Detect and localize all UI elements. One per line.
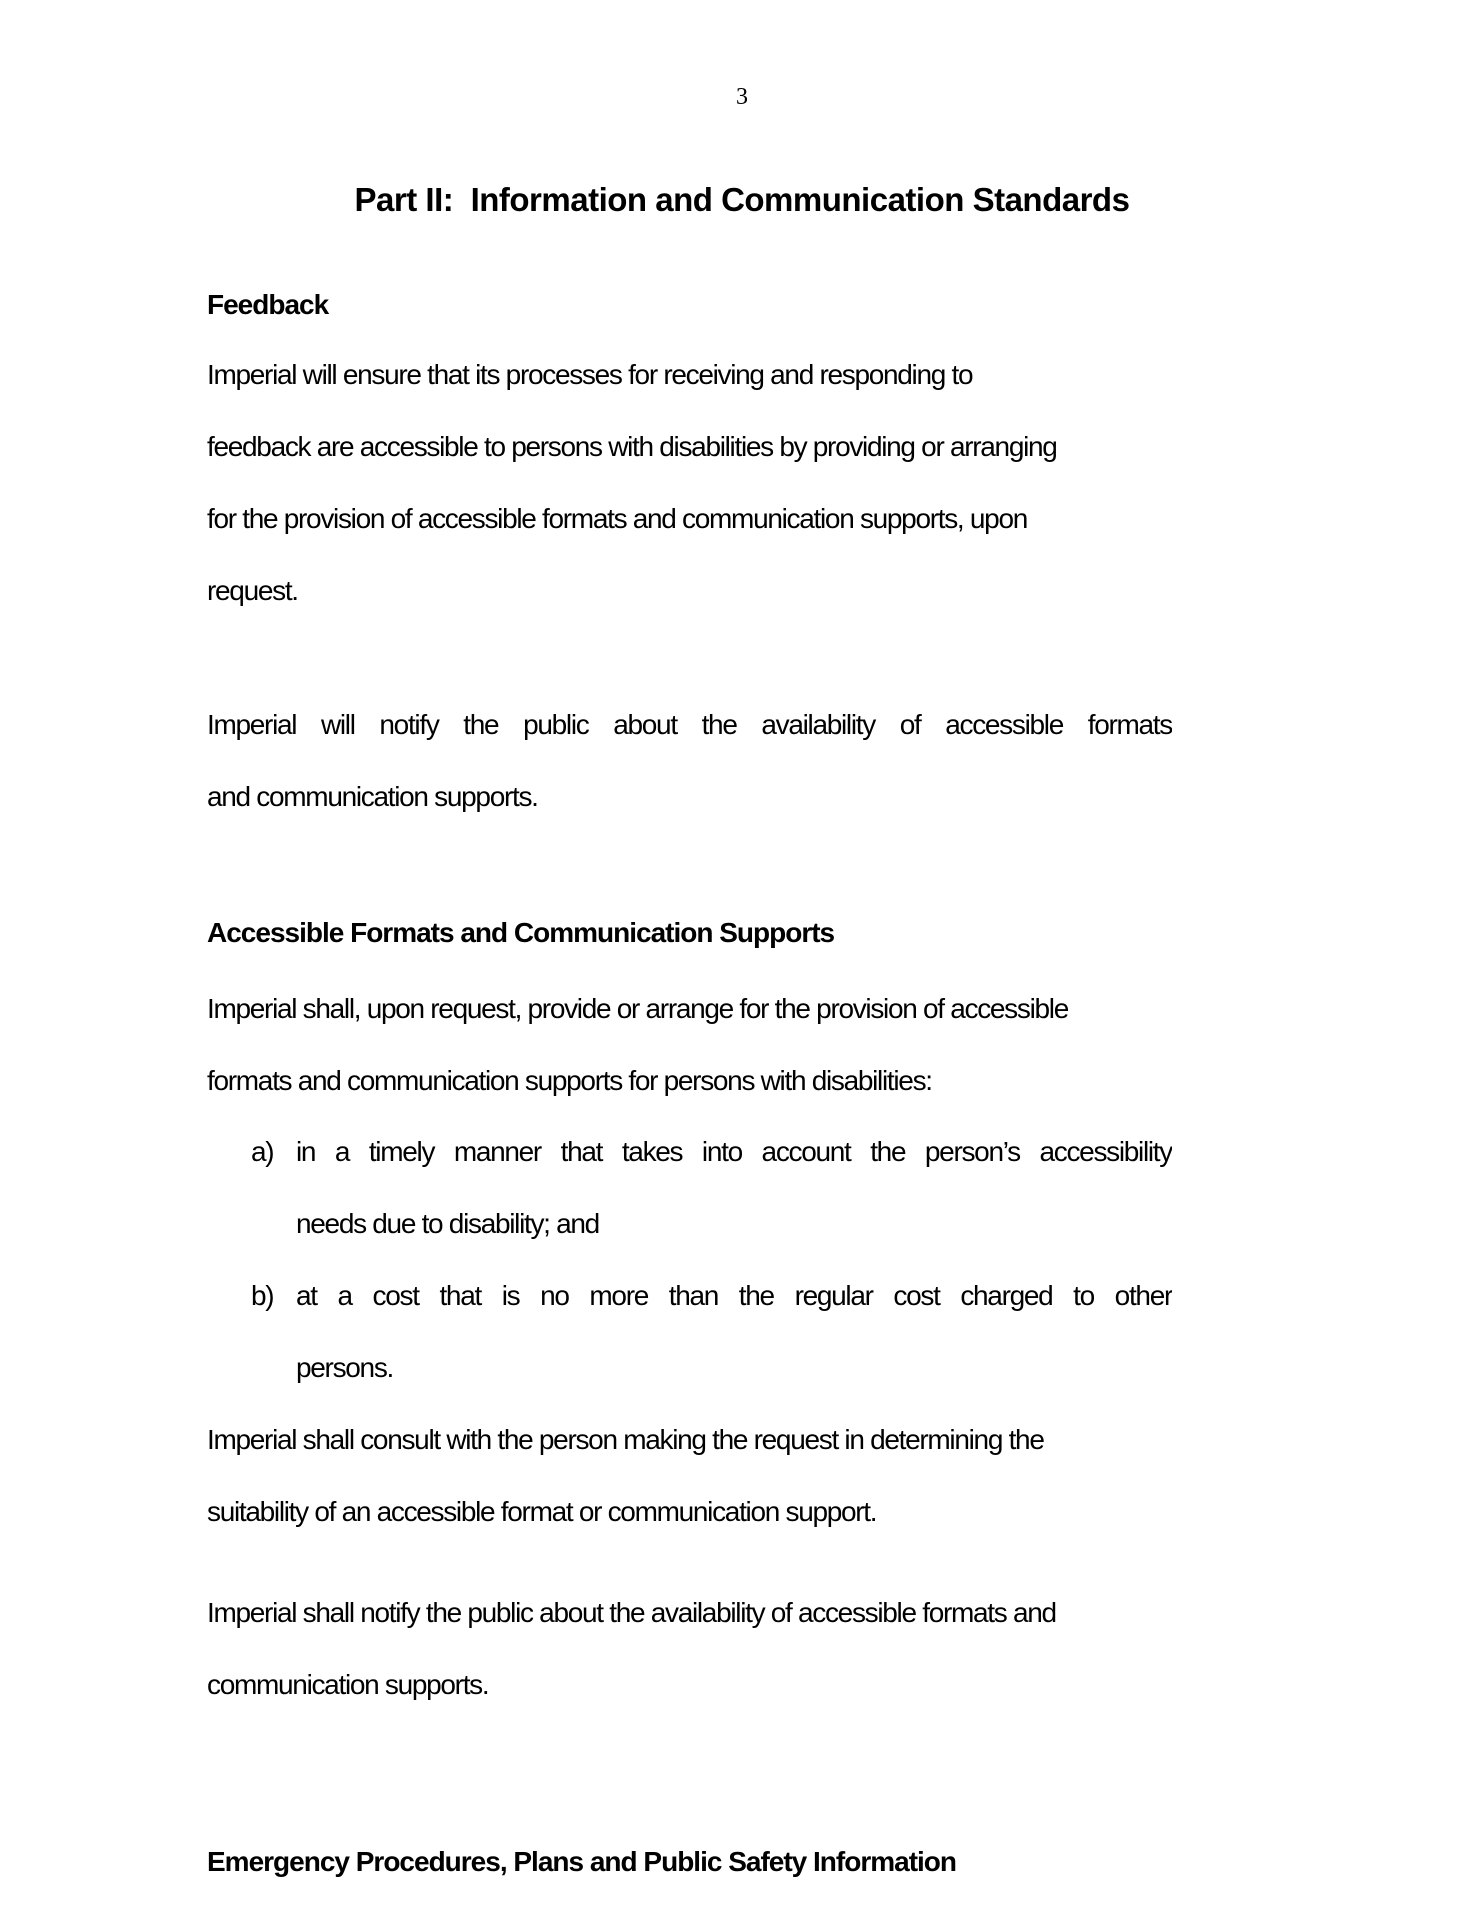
- text-line: formats and communication supports for persons with disabilities:: [207, 1065, 932, 1096]
- section-heading-emergency: Emergency Procedures, Plans and Public Safety Information: [207, 1846, 957, 1877]
- text-line: Imperial shall, upon request, provide or arrange for the provision of accessible: [207, 993, 1068, 1024]
- text-line: request.: [207, 575, 298, 606]
- accessible-formats-notify-paragraph: [207, 1577, 1172, 1721]
- text-line: communication supports.: [207, 1669, 489, 1700]
- section-heading-accessible-formats: Accessible Formats and Communication Supports: [207, 917, 835, 948]
- text-line: suitability of an accessible format or communication support.: [207, 1496, 877, 1527]
- text-line: persons.: [296, 1352, 393, 1383]
- feedback-paragraph-2: [207, 689, 1172, 833]
- accessible-formats-intro-paragraph: [207, 973, 1172, 1117]
- text-line: needs due to disability; and: [296, 1208, 599, 1239]
- list-marker-a: a): [251, 1136, 274, 1167]
- list-marker-b: b): [251, 1280, 274, 1311]
- text-line: feedback are accessible to persons with disabilities by providing or arranging: [207, 431, 1057, 462]
- document-title: Part II: Information and Communication Standards: [354, 181, 1130, 218]
- list-item-b-text: [296, 1260, 1172, 1404]
- text-line: Imperial will notify the public about the availability of accessible formats: [207, 709, 1172, 740]
- accessible-formats-consult-paragraph: [207, 1404, 1172, 1548]
- feedback-paragraph-1: [207, 339, 1172, 627]
- page-number: 3: [736, 84, 748, 110]
- list-item-a-text: [296, 1116, 1172, 1260]
- text-line: Imperial will ensure that its processes for receiving and responding to: [207, 359, 973, 390]
- list-item-a: [207, 1116, 1172, 1260]
- text-line: Imperial shall notify the public about the availability of accessible formats and: [207, 1597, 1056, 1628]
- section-heading-feedback: Feedback: [207, 289, 329, 320]
- accessible-formats-list: [207, 1116, 1172, 1404]
- text-line: for the provision of accessible formats and communication supports, upon: [207, 503, 1027, 534]
- text-line: and communication supports.: [207, 781, 538, 812]
- text-line: Imperial shall consult with the person making the request in determining the: [207, 1424, 1044, 1455]
- list-item-b: [207, 1260, 1172, 1404]
- text-line: in a timely manner that takes into account the person’s accessibility: [296, 1136, 1172, 1167]
- text-line: at a cost that is no more than the regular cost charged to other: [296, 1280, 1172, 1311]
